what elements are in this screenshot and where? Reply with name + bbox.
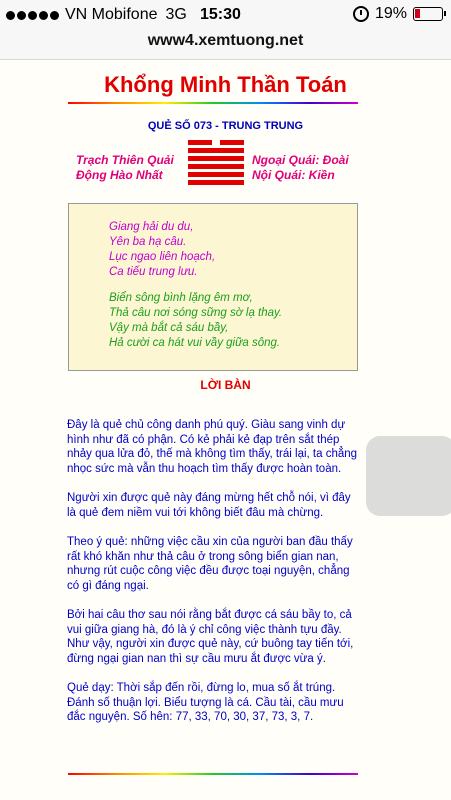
url-text[interactable]: www4.xemtuong.net [147, 32, 304, 49]
hexagram-solid-line [188, 172, 244, 177]
hexagram-symbol [188, 140, 244, 188]
hexagram-info-right [252, 153, 349, 183]
commentary [67, 418, 361, 740]
commentary-paragraph: Quẻ dạy: Thời sắp đến rồi, đừng lo, mua số ắt trúng. Đánh số thuận lợi. Biểu tượng là cá. Cầu tài, cầu mưu đắc nguyện. Số hên: 77, 33, 70, 30, 37, 73, 3, 7. [67, 682, 344, 723]
alarm-icon [353, 6, 369, 22]
commentary-paragraph: Theo ý quẻ: những việc cầu xin của người ban đầu thấy rất khó khăn như thả câu ở trong sông biển gian nan, nhưng rút cuộc công việc đều được toại nguyện, chẳng có gì đáng ngại. [67, 536, 353, 592]
poem-line: Thả câu nơi sóng sững sờ lạ thay. [109, 307, 283, 319]
page-title: Khổng Minh Thần Toán [104, 72, 347, 97]
title-divider [68, 102, 358, 104]
commentary-paragraph: Đây là quẻ chủ công danh phú quý. Giàu sang vinh dự hình như đã có phận. Có kẻ phải kẻ đạp trên sắt thép nhảy qua lửa đỏ, thế mà không tìm thấy, trái lại, ta chẳng nhọc sức mà vẫn thu hoạch tìm thấy được hoàn toàn. [67, 419, 358, 475]
network-type: 3G [165, 6, 187, 23]
poem-line: Yên ba hạ câu. [109, 236, 187, 248]
hexagram-broken-line [188, 140, 244, 145]
hexagram-name: Trạch Thiên Quải [76, 153, 174, 167]
poem-line: Vậy mà bắt cả sáu bầy, [109, 322, 229, 334]
poem-line: Ca tiếu trung lưu. [109, 266, 198, 278]
poem-line: Biển sông bình lặng êm mơ, [109, 292, 253, 304]
hexagram-solid-line [188, 164, 244, 169]
carrier-name: VN Mobifone [65, 6, 158, 23]
hexagram-solid-line [188, 148, 244, 153]
hexagram-solid-line [188, 180, 244, 185]
poem-box [68, 203, 358, 371]
outer-trigram: Ngoại Quái: Đoài [252, 153, 349, 167]
page-content [0, 60, 451, 800]
poem-stanza-translation [109, 291, 282, 351]
battery-percent: 19% [374, 5, 407, 22]
moving-line: Động Hào Nhất [76, 168, 163, 182]
status-bar [0, 0, 451, 30]
poem-stanza-original [109, 220, 215, 280]
battery-level [415, 9, 420, 18]
address-bar[interactable] [0, 30, 451, 60]
hexagram-info-left [76, 153, 174, 183]
commentary-paragraph: Bởi hai câu thơ sau nói rằng bắt được cá sáu bầy to, cả vui giữa giang hà, đó là ý chỉ công việc thành tựu đầy. Như vậy, người xin được quẻ này, cứ buông tay tiến tới, đừng ngại gian nan thì sự cầu mưu ắt được vừa ý. [67, 609, 354, 665]
hexagram-solid-line [188, 156, 244, 161]
section-heading: LỜI BÀN [200, 378, 251, 392]
clock: 15:30 [200, 6, 241, 23]
commentary-paragraph: Người xin được quẻ này đáng mừng hết chỗ nói, vì đây là quẻ đem niềm vui tới không biết đâu mà chừng. [67, 492, 351, 519]
poem-line: Giang hải du du, [109, 221, 194, 233]
battery-icon [413, 7, 443, 21]
poem-line: Hả cười ca hát vui vầy giữa sông. [109, 337, 281, 349]
signal-dots-icon [6, 11, 59, 20]
bottom-divider [68, 773, 358, 775]
hexagram-number: QUẺ SỐ 073 - TRUNG TRUNG [147, 120, 304, 132]
inner-trigram: Nội Quái: Kiền [252, 168, 335, 182]
poem-line: Lục ngao liên hoạch, [109, 251, 216, 263]
assistive-touch-button[interactable] [366, 436, 451, 516]
